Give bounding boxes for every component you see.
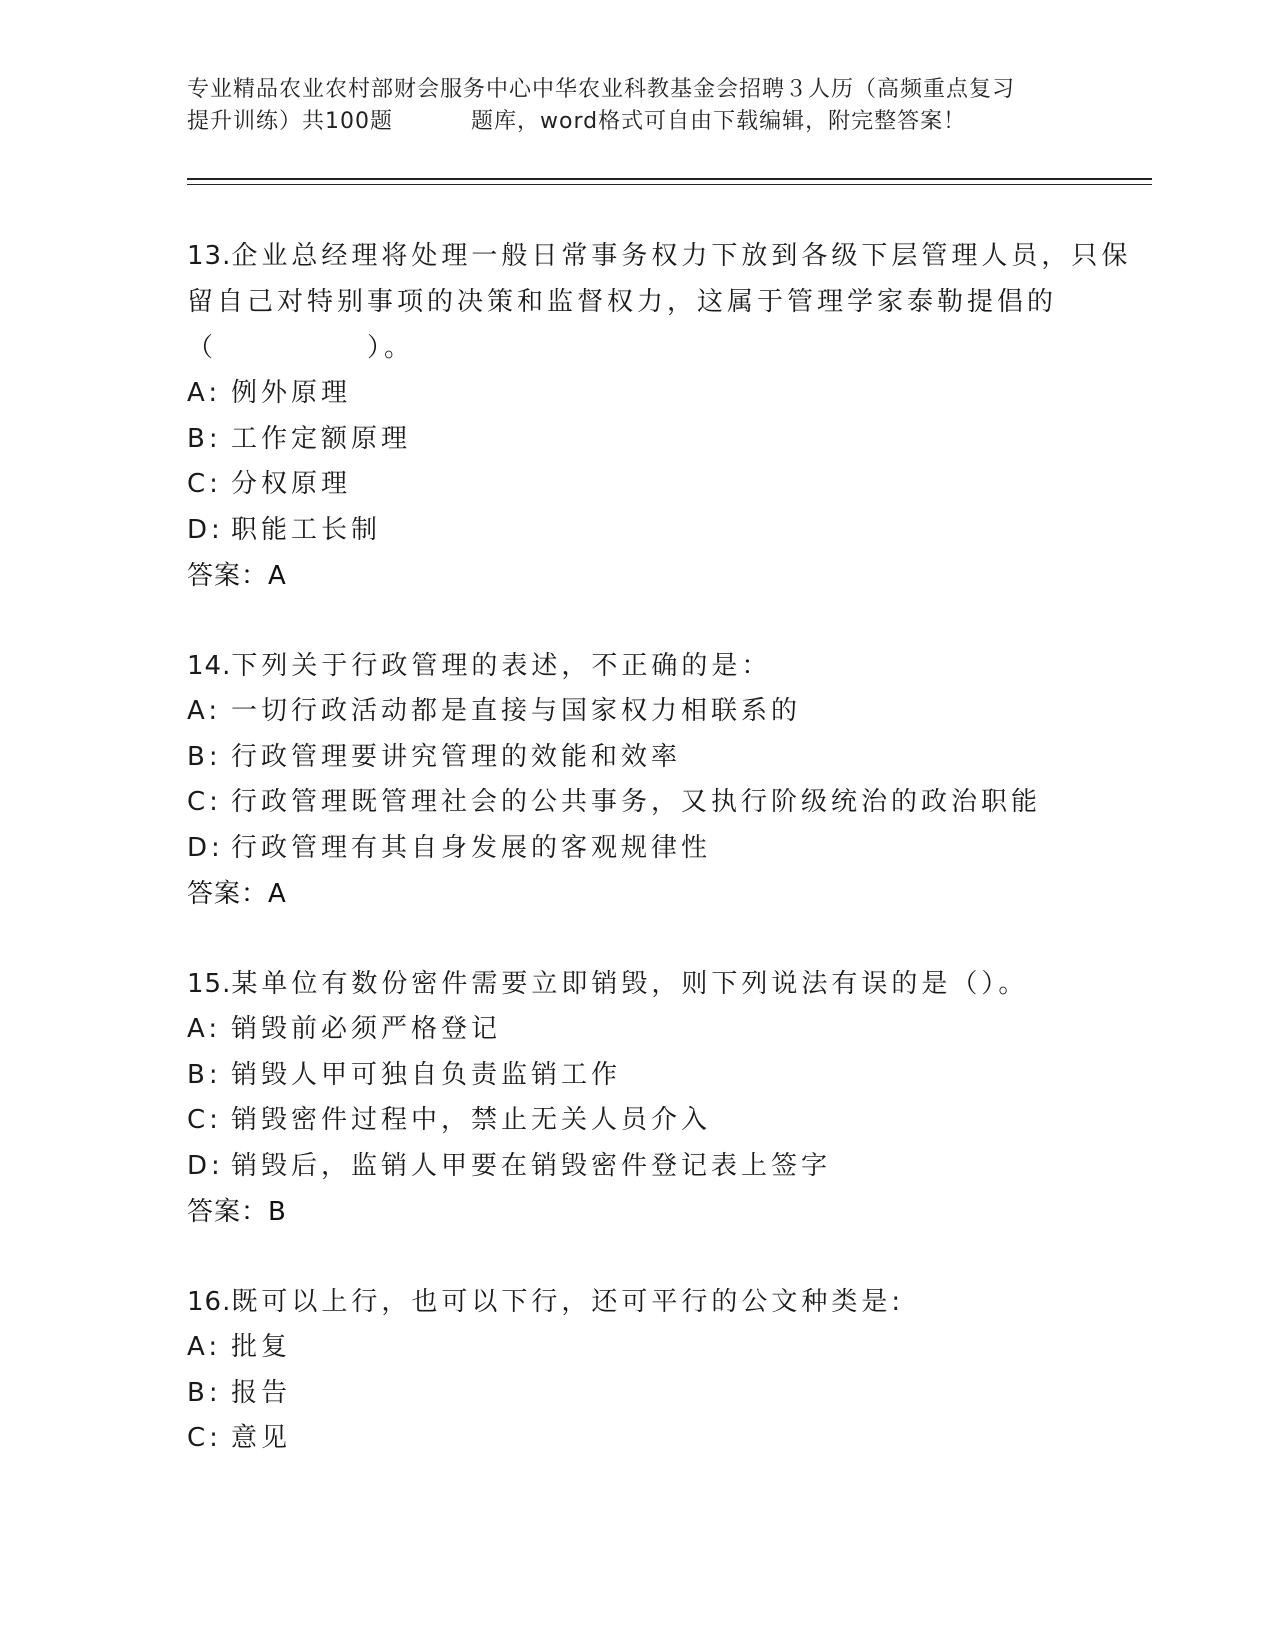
option-key: A: [187,696,222,726]
option-b [187,417,1147,463]
option-key: A: [187,1332,222,1362]
option-key: C: [187,1423,222,1453]
option-key: A: [187,1014,222,1044]
option-key: D: [187,832,224,863]
option-text: 工作定额原理 [231,423,412,454]
option-text: 意见 [231,1423,292,1453]
question-body: 下列关于行政管理的表述，不正确的是： [231,651,772,681]
question-number: 16. [187,1287,232,1317]
option-c [187,462,1147,508]
question-number: 15. [187,969,232,999]
question-number: 14. [187,651,232,681]
question-body: 某单位有数份密件需要立即销毁，则下列说法有误的是（）。 [231,969,1029,999]
question-13 [187,233,1147,599]
option-key: C: [187,787,222,817]
option-text: 行政管理要讲究管理的效能和效率 [231,741,682,772]
option-key: B: [187,1377,222,1408]
option-b [187,1371,1147,1417]
header-line-2 [187,106,1087,138]
option-a [187,1007,1147,1053]
header-line-2-left: 提升训练）共100题 [187,109,393,134]
option-key: D: [187,1150,224,1181]
option-key: B: [187,741,222,772]
option-c [187,1416,1147,1462]
question-list [187,233,1147,1506]
answer-line: 答案：B [187,1197,287,1227]
question-text [187,233,1147,371]
option-a [187,1325,1147,1371]
option-b [187,1053,1147,1099]
option-text: 职能工长制 [231,514,382,545]
option-text: 销毁人甲可独自负责监销工作 [231,1059,622,1090]
option-key: B: [187,423,222,454]
answer-line: 答案：A [187,879,287,909]
option-text: 批复 [231,1332,292,1362]
option-text: 销毁密件过程中，禁止无关人员介入 [231,1105,712,1135]
option-text: 报告 [231,1377,292,1408]
question-number: 13. [187,241,232,271]
header-line-1: 专业精品农业农村部财会服务中心中华农业科教基金会招聘３人历（高频重点复习 [187,77,1016,102]
option-text: 销毁前必须严格登记 [231,1014,502,1044]
option-b [187,735,1147,781]
question-body: 既可以上行，也可以下行，还可平行的公文种类是: [231,1287,905,1317]
option-key: C: [187,469,222,499]
question-text [187,643,1147,689]
question-text [187,1279,1147,1325]
option-d [187,826,1147,872]
option-text: 行政管理既管理社会的公共事务，又执行阶级统治的政治职能 [231,787,1042,817]
question-14 [187,643,1147,917]
option-d [187,508,1147,554]
option-a [187,689,1147,735]
option-key: C: [187,1105,222,1135]
option-text: 分权原理 [231,469,352,499]
option-a [187,371,1147,417]
header-divider-thin [187,184,1152,185]
option-key: D: [187,514,224,545]
option-key: B: [187,1059,222,1090]
header-line-2-right: 题库，word格式可自由下载编辑，附完整答案！ [471,109,967,134]
question-16 [187,1279,1147,1462]
header-divider-thick [187,178,1152,180]
option-c [187,1098,1147,1144]
question-body: 企业总经理将处理一般日常事务权力下放到各级下层管理人员，只保留自己对特别事项的决策和监督权力，这属于管理学家泰勒提倡的（ ）。 [187,241,1132,363]
option-d [187,1144,1147,1190]
option-key: A: [187,378,222,408]
page-header [187,74,1087,138]
option-text: 一切行政活动都是直接与国家权力相联系的 [231,696,802,726]
answer-line: 答案：A [187,561,287,591]
option-text: 例外原理 [231,378,352,408]
question-15 [187,961,1147,1235]
question-text [187,961,1147,1007]
option-c [187,780,1147,826]
option-text: 销毁后，监销人甲要在销毁密件登记表上签字 [231,1150,832,1181]
option-text: 行政管理有其自身发展的客观规律性 [231,832,712,863]
